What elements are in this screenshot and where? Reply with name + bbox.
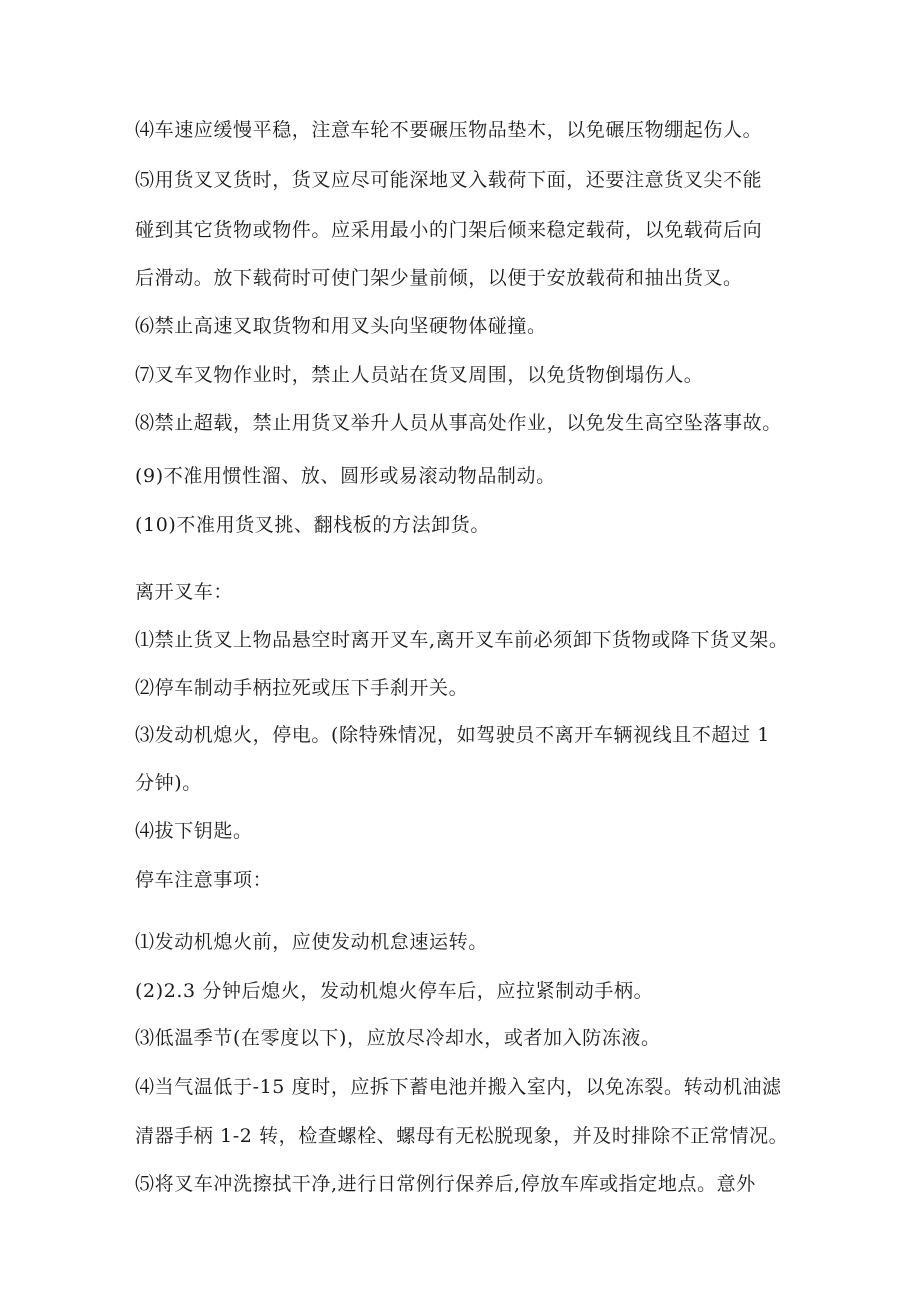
text-line: 后滑动。放下载荷时可使门架少量前倾，以便于安放载荷和抽出货叉。 (135, 267, 743, 289)
section-heading: 停车注意事项： (135, 869, 273, 891)
text-line: (10)不准用货叉挑、翻栈板的方法卸货。 (135, 514, 491, 536)
text-line: ⑴禁止货叉上物品悬空时离开叉车,离开叉车前必须卸下货物或降下货叉架。 (135, 629, 789, 651)
text-line: ⑷拔下钥匙。 (135, 820, 253, 842)
text-line: ⑻禁止超载，禁止用货叉举升人员从事高处作业，以免发生高空坠落事故。 (135, 412, 782, 434)
section-heading: 离开叉车： (135, 581, 234, 603)
text-line: ⑷当气温低于-15 度时，应拆下蓄电池并搬入室内，以免冻裂。转动机油滤 (135, 1076, 782, 1098)
text-line: ⑺叉车叉物作业时，禁止人员站在货叉周围，以免货物倒塌伤人。 (135, 364, 704, 386)
text-line: 分钟)。 (135, 772, 202, 794)
text-line: (9)不准用惯性溜、放、圆形或易滚动物品制动。 (135, 465, 556, 487)
text-line: ⑹禁止高速叉取货物和用叉头向坚硬物体碰撞。 (135, 315, 547, 337)
text-line: (2)2.3 分钟后熄火，发动机熄火停车后，应拉紧制动手柄。 (135, 980, 654, 1002)
text-line: ⑷车速应缓慢平稳，注意车轮不要碾压物品垫木，以免碾压物绷起伤人。 (135, 119, 763, 141)
text-line: ⑶低温季节(在零度以下)，应放尽冷却水，或者加入防冻液。 (135, 1027, 661, 1049)
text-line: ⑸将叉车冲洗擦拭干净,进行日常例行保养后,停放车库或指定地点。意外 (135, 1173, 756, 1195)
text-line: 清器手柄 1-2 转，检查螺栓、螺母有无松脱现象，并及时排除不正常情况。 (135, 1125, 789, 1147)
text-line: ⑶发动机熄火，停电。(除特殊情况，如驾驶员不离开车辆视线且不超过 1 (135, 724, 770, 746)
text-line: ⑵停车制动手柄拉死或压下手刹开关。 (135, 677, 469, 699)
text-line: ⑸用货叉叉货时，货叉应尽可能深地叉入载荷下面，还要注意货叉尖不能 (135, 169, 763, 191)
text-line: ⑴发动机熄火前，应使发动机怠速运转。 (135, 931, 488, 953)
text-line: 碰到其它货物或物件。应采用最小的门架后倾来稳定载荷，以免载荷后向 (135, 219, 763, 241)
